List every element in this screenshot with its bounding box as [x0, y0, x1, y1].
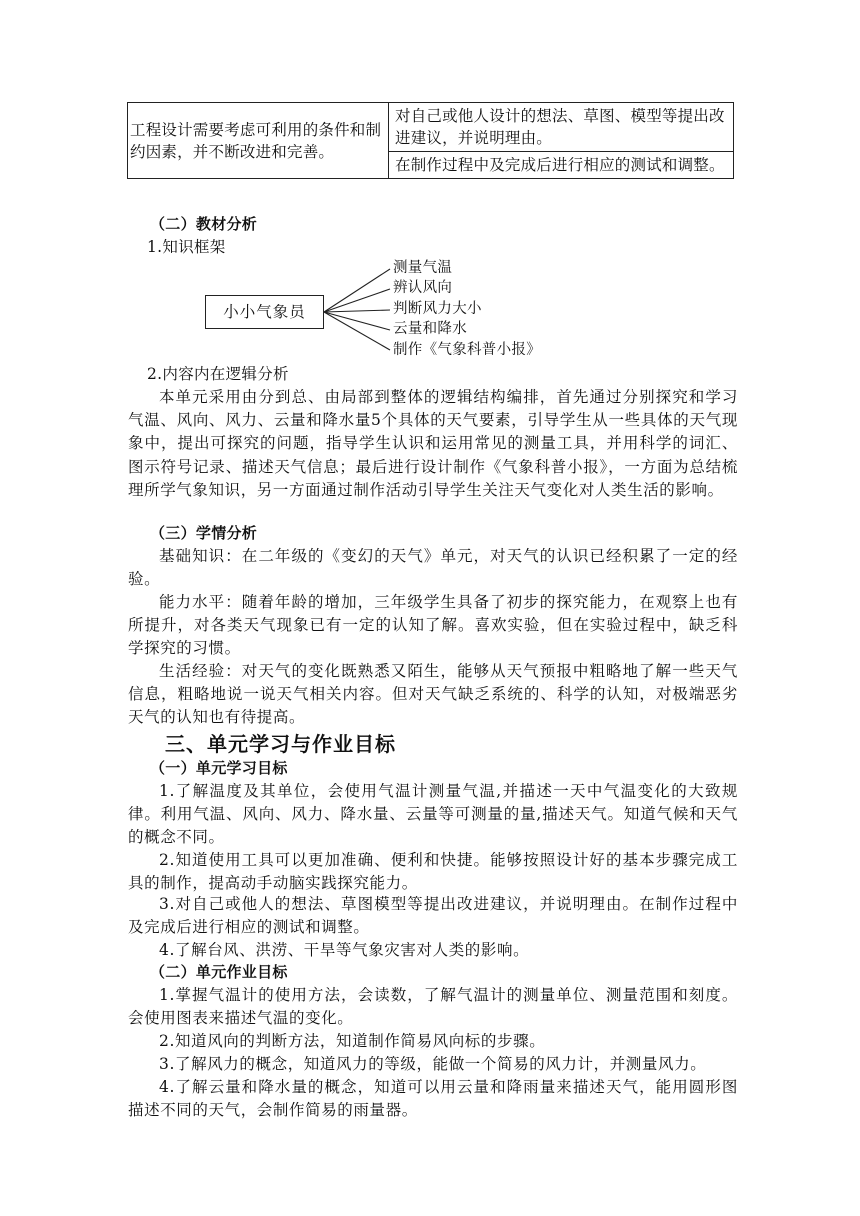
- diagram-branch-node: 辨认风向: [393, 280, 453, 296]
- paragraph: 能力水平：随着年龄的增加，三年级学生具备了初步的探究能力，在观察上也有所提升，对各类天气现象已有一定的认知了解。喜欢实验，但在实验过程中，缺乏科学探究的习惯。: [128, 593, 738, 658]
- subheading: 2.内容内在逻辑分析: [147, 365, 289, 383]
- section-heading: （二）单元作业目标: [150, 963, 288, 981]
- table-row: [128, 103, 734, 152]
- diagram-branch-node: 制作《气象科普小报》: [393, 342, 541, 358]
- part-heading: 三、单元学习与作业目标: [165, 732, 396, 756]
- goal-item: 3.了解风力的概念，知道风力的等级，能做一个简易的风力计，并测量风力。: [159, 1055, 707, 1073]
- paragraph: 基础知识：在二年级的《变幻的天气》单元，对天气的认识已经积累了一定的经验。: [128, 547, 738, 589]
- goal-item: 1.了解温度及其单位，会使用气温计测量气温,并描述一天中气温变化的大致规律。利用气温、风向、风力、降水量、云量等可测量的量,描述天气。知道气候和天气的概念不同。: [128, 782, 738, 847]
- diagram-branch-node: 云量和降水: [393, 321, 467, 337]
- diagram-center-node: 小小气象员: [205, 295, 324, 329]
- goal-item: 2.知道使用工具可以更加准确、便利和快捷。能够按照设计好的基本步骤完成工具的制作，提高动手动脑实践探究能力。: [128, 851, 738, 893]
- paragraph: 本单元采用由分到总、由局部到整体的逻辑结构编排，首先通过分别探究和学习气温、风向、风力、云量和降水量5个具体的天气要素，引导学生从一些具体的天气现象中，提出可探究的问题，指导学生认识和运用常见的测量工具，并用科学的词汇、图示符号记录、描述天气信息；最后进行设计制作《气象科普小报》，一方面为总结梳理所学气象知识，另一方面通过制作活动引导学生关注天气变化对人类生活的影响。: [128, 388, 738, 499]
- goal-item: 4.了解云量和降水量的概念，知道可以用云量和降雨量来描述天气，能用圆形图描述不同的天气，会制作简易的雨量器。: [128, 1078, 738, 1120]
- section-heading: （一）单元学习目标: [150, 759, 288, 777]
- table-cell-right: 在制作过程中及完成后进行相应的测试和调整。: [389, 152, 734, 179]
- goal-item: 3.对自己或他人的想法、草图模型等提出改进建议，并说明理由。在制作过程中及完成后进行相应的测试和调整。: [128, 895, 738, 937]
- subheading: 1.知识框架: [147, 238, 226, 256]
- table-cell-right: 对自己或他人设计的想法、草图、模型等提出改进建议，并说明理由。: [389, 103, 734, 152]
- goal-item: 2.知道风向的判断方法，知道制作简易风向标的步骤。: [159, 1032, 546, 1050]
- standards-table: [127, 102, 734, 179]
- paragraph: 生活经验：对天气的变化既熟悉又陌生，能够从天气预报中粗略地了解一些天气信息，粗略地说一说天气相关内容。但对天气缺乏系统的、科学的认知，对极端恶劣天气的认知也有待提高。: [128, 662, 738, 727]
- section-heading: （二）教材分析: [150, 215, 258, 233]
- diagram-branch-node: 判断风力大小: [393, 301, 482, 317]
- section-heading: （三）学情分析: [150, 524, 258, 542]
- table-cell-left: 工程设计需要考虑可利用的条件和制约因素，并不断改进和完善。: [128, 103, 389, 179]
- knowledge-framework-diagram: [200, 258, 560, 360]
- goal-item: 4.了解台风、洪涝、干旱等气象灾害对人类的影响。: [159, 941, 530, 959]
- goal-item: 1.掌握气温计的使用方法，会读数，了解气温计的测量单位、测量范围和刻度。会使用图表来描述气温的变化。: [128, 986, 738, 1028]
- diagram-branch-node: 测量气温: [393, 260, 453, 276]
